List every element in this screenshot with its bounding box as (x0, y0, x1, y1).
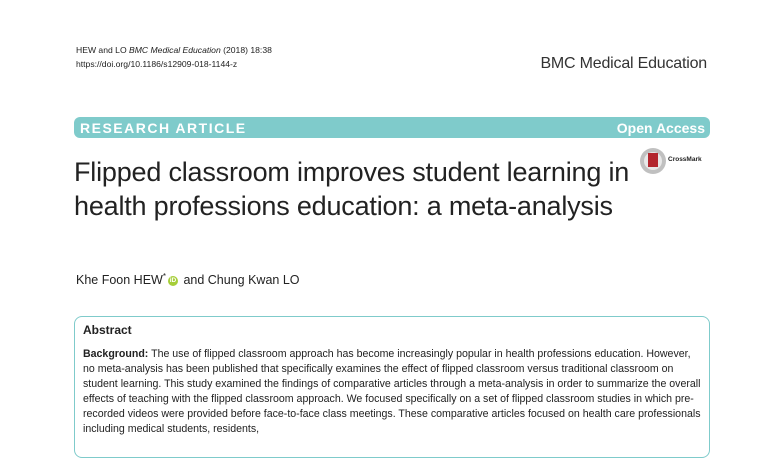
abstract-heading: Abstract (83, 323, 132, 337)
background-text: The use of flipped classroom approach has become increasingly popular in health professions education. However, no meta-analysis has been published that specifically examines the effect of flipped classroom versus traditional classroom on student learning. This study examined the findings of comparative articles through a meta-analysis in order to summarize the overall effects of teaching with the flipped classroom approach. We focused specifically on a set of flipped classroom studies in which pre-recorded videos were provided before face-to-face class meetings. These comparative articles focused on health care professionals including medical students, residents, (83, 348, 701, 435)
citation-year: (2018) 18:38 (223, 45, 272, 55)
abstract-box (74, 316, 710, 458)
citation-block (76, 43, 272, 71)
author-line (76, 272, 300, 287)
crossmark-label: CrossMark (668, 156, 702, 163)
article-type-label: RESEARCH ARTICLE (80, 120, 247, 136)
citation-journal: BMC Medical Education (129, 45, 221, 55)
open-access-label: Open Access (616, 120, 705, 136)
background-label: Background: (83, 348, 149, 360)
citation-authors: HEW and LO (76, 45, 127, 55)
citation-line (76, 43, 272, 57)
author-first[interactable]: Khe Foon HEW (76, 273, 163, 288)
author-second[interactable]: and Chung Kwan LO (183, 273, 300, 288)
article-type-band (74, 117, 710, 138)
orcid-icon[interactable]: iD (169, 276, 177, 284)
abstract-background (83, 347, 703, 437)
journal-name: BMC Medical Education (540, 55, 707, 72)
doi-link[interactable]: https://doi.org/10.1186/s12909-018-1144-z (76, 59, 238, 69)
article-title: Flipped classroom improves student learning in health professions education: a meta-analysis (74, 157, 630, 221)
corresponding-mark: * (162, 272, 166, 281)
